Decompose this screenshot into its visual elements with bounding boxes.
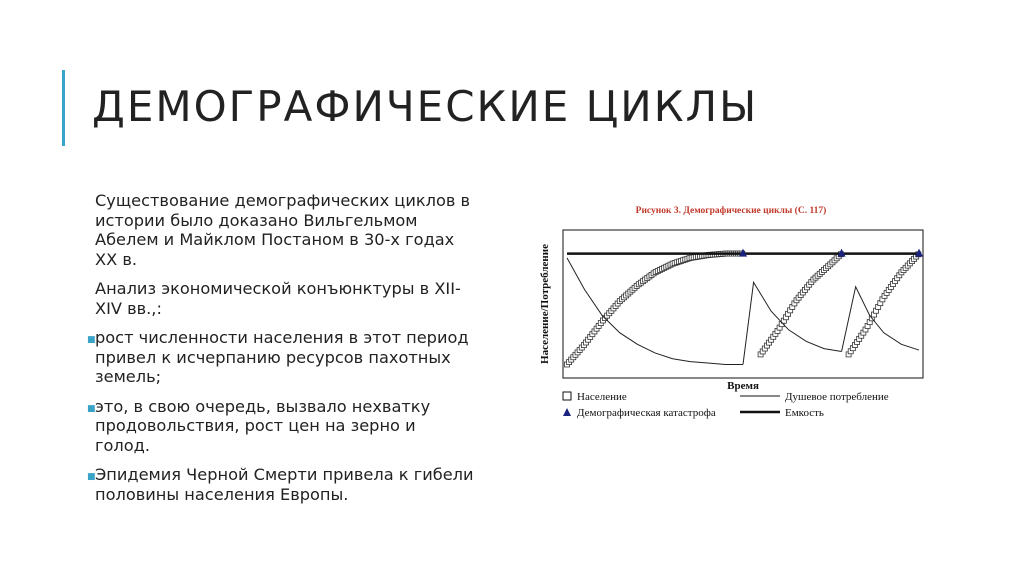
title-accent-bar [62, 70, 65, 146]
square-bullet-icon: ■ [87, 472, 96, 482]
y-axis-label: Население/Потребление [539, 244, 551, 364]
legend-population: Население [577, 391, 627, 403]
demographic-cycles-chart [535, 206, 927, 426]
intro-paragraph: Существование демографических циклов в истории было доказано Вильгельмом Абелем и Майклом Постаном в 30-х годах XX в. [95, 191, 471, 269]
square-bullet-icon: ■ [87, 335, 96, 345]
bullet-text: Эпидемия Черной Смерти привела к гибели половины населения Европы. [95, 465, 474, 504]
slide-body [87, 191, 475, 514]
bullet-text: это, в свою очередь, вызвало нехватку продовольствия, рост цен на зерно и голод. [95, 396, 431, 455]
bullet-item [87, 328, 475, 387]
legend-catastrophe: Демографическая катастрофа [577, 407, 716, 419]
x-axis-label: Время [727, 380, 759, 392]
bullet-text: рост численности населения в этот период привел к исчерпанию ресурсов пахотных земель; [95, 328, 469, 386]
legend-per-capita: Душевое потребление [785, 391, 889, 403]
legend-catastrophe-marker [563, 408, 571, 416]
square-bullet-icon: ■ [87, 403, 96, 414]
figure-caption: Рисунок 3. Демографические циклы (С. 117) [635, 206, 827, 216]
demographic-cycles-figure [535, 206, 927, 426]
slide-title: ДЕМОГРАФИЧЕСКИЕ ЦИКЛЫ [92, 82, 759, 131]
bullet-item [87, 396, 475, 456]
legend-capacity: Емкость [785, 407, 824, 419]
legend-population-marker [563, 392, 571, 400]
bullet-item [87, 465, 475, 504]
analysis-paragraph: Анализ экономической конъюнктуры в XII-XIV вв.,: [95, 279, 461, 318]
plot-layer [565, 249, 924, 367]
